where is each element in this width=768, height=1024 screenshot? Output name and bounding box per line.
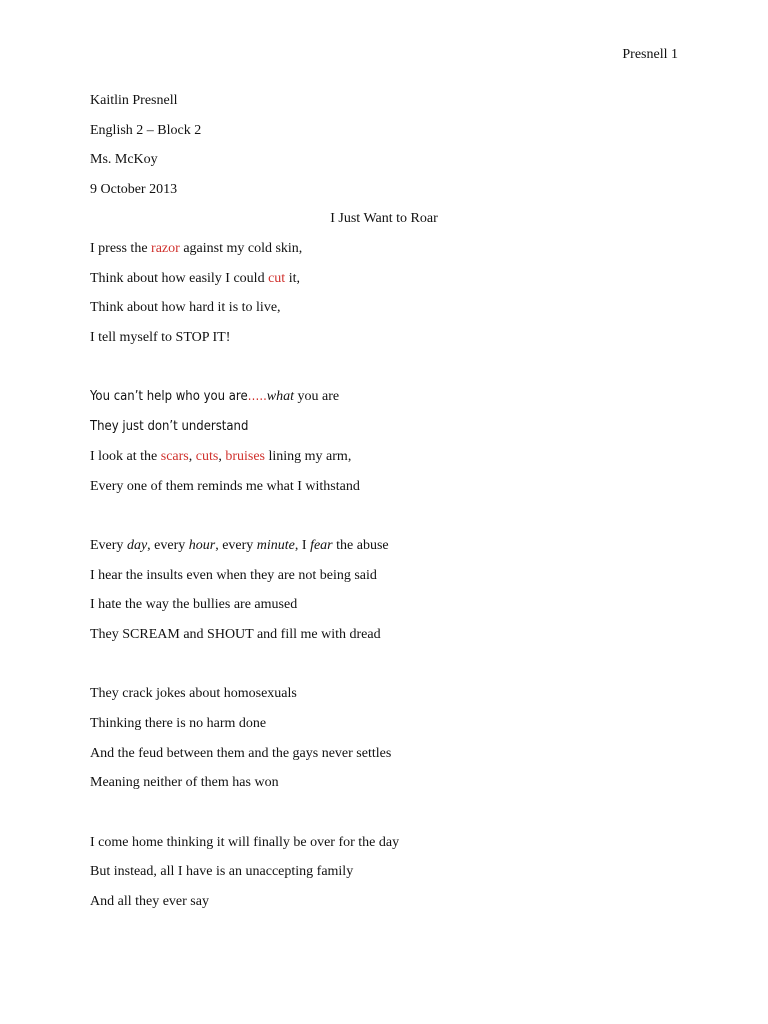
line-segment: They crack jokes about homosexuals [90, 686, 297, 702]
poem-line [90, 269, 690, 299]
line-segment: minute [256, 537, 295, 553]
line-segment: fear [310, 537, 333, 553]
stanza [90, 684, 690, 803]
line-segment: it, [285, 270, 300, 286]
course: English 2 – Block 2 [90, 122, 202, 138]
poem-line [90, 773, 690, 803]
line-segment: , every [147, 537, 189, 553]
poem-line [90, 714, 690, 744]
line-segment: I hate the way the bullies are amused [90, 597, 298, 613]
poem-body [90, 239, 690, 952]
line-segment: Think about how hard it is to live, [90, 300, 281, 316]
line-segment: the abuse [332, 537, 389, 553]
page-header: Presnell 1 [622, 47, 678, 62]
poem-line [90, 684, 690, 714]
highlighted-word: scars [160, 448, 189, 464]
line-segment: I hear the insults even when they are not being said [90, 567, 377, 583]
line-segment: Every [90, 537, 127, 553]
stanza [90, 387, 690, 506]
highlighted-word: razor [151, 241, 180, 256]
poem-line [90, 536, 690, 566]
highlighted-word: cut [268, 270, 286, 286]
poem-line [90, 892, 690, 922]
poem-line [90, 744, 690, 774]
highlighted-word: cuts [195, 448, 219, 464]
line-segment: And all they ever say [90, 894, 209, 910]
poem-line [90, 387, 690, 417]
line-segment: I come home thinking it will finally be over for the day [90, 834, 400, 850]
line-segment: , every [215, 537, 257, 553]
poem-line [90, 298, 690, 328]
line-segment: They SCREAM and SHOUT and fill me with dread [90, 626, 381, 642]
line-segment: And the feud between them and the gays never settles [90, 745, 392, 761]
poem-line [90, 862, 690, 892]
poem-line [90, 833, 690, 863]
heading-block [90, 91, 680, 210]
highlighted-word: bruises [225, 448, 265, 464]
line-segment: I tell myself to STOP IT! [90, 330, 231, 346]
line-segment: Meaning neither of them has won [90, 775, 279, 791]
poem-title: I Just Want to Roar [330, 211, 438, 226]
student-name: Kaitlin Presnell [90, 93, 178, 108]
stanza [90, 239, 690, 358]
poem-line [90, 417, 690, 447]
line-segment: Thinking there is no harm done [90, 716, 267, 731]
poem-line [90, 447, 690, 477]
line-segment: , I [294, 537, 311, 553]
highlighted-word: ….. [247, 389, 267, 405]
poem-line [90, 477, 690, 507]
poem-line [90, 566, 690, 596]
stanza [90, 536, 690, 655]
date: 9 October 2013 [90, 182, 178, 198]
poem-line [90, 239, 690, 269]
line-segment: lining my arm, [265, 448, 352, 464]
line-segment: hour [188, 537, 216, 553]
line-segment: But instead, all I have is an unaccepting family [90, 864, 354, 880]
line-segment: , [218, 448, 226, 464]
poem-line [90, 595, 690, 625]
line-segment: They just don’t understand [90, 419, 249, 435]
poem-line [90, 625, 690, 655]
line-segment: I look at the [90, 448, 161, 464]
line-segment: I press the [90, 241, 152, 256]
line-segment: day [126, 537, 148, 553]
line-segment: you are [294, 389, 340, 405]
teacher: Ms. McKoy [90, 152, 158, 168]
line-segment: You can’t help who you are [90, 389, 248, 405]
line-segment: what [266, 389, 295, 405]
line-segment: Think about how easily I could [90, 270, 269, 286]
line-segment: , [188, 448, 196, 464]
line-segment: against my cold skin, [179, 241, 303, 256]
stanza [90, 833, 690, 922]
poem-line [90, 328, 690, 358]
line-segment: Every one of them reminds me what I withstand [90, 478, 360, 494]
